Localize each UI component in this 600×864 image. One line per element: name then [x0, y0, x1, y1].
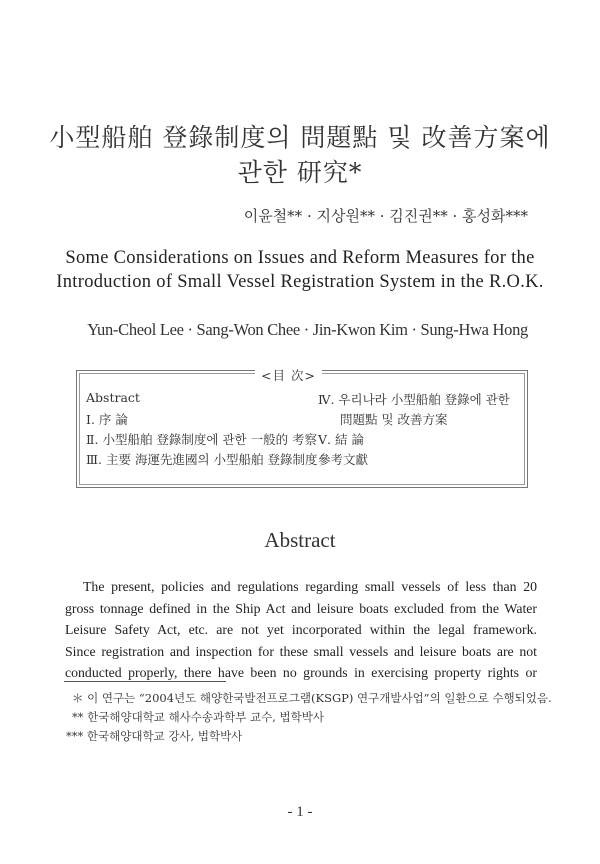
title-line-2: 관한 研究* [237, 158, 363, 187]
title-line-1: 小型船舶 登錄制度의 問題點 및 改善方案에 [49, 123, 551, 152]
abstract-line: Since registration and inspection for these small vessels and leisure boats are not [65, 643, 537, 659]
toc-heading: <目 次> [255, 366, 322, 384]
abstract-heading: Abstract [264, 528, 336, 552]
abstract-line: conducted properly, there have been no grounds in exercising property rights or [65, 665, 537, 681]
table-of-contents-box [76, 370, 528, 488]
toc-item-1: Ⅰ. 序 論 [86, 412, 128, 427]
footnote-3: *** 한국해양대학교 강사, 법학박사 [66, 729, 243, 743]
english-title-line-2: Introduction of Small Vessel Registration System in the R.O.K. [56, 272, 544, 292]
footnote-separator [64, 681, 226, 682]
toc-item-4: Ⅳ. 우리나라 小型船舶 登錄에 관한 [318, 392, 510, 407]
toc-item-abstract: Abstract [86, 390, 140, 405]
korean-authors: 이윤철** · 지상원** · 김진권** · 홍성화*** [243, 207, 528, 225]
abstract-line: The present, policies and regulations regarding small vessels of less than 20 [83, 579, 537, 594]
footnote-1: ＊ 이 연구는 “2004년도 해양한국발전프로그램(KSGP) 연구개발사업”의 일환으로 수행되었음. [72, 691, 552, 705]
english-title-line-1: Some Considerations on Issues and Reform Measures for the [65, 248, 535, 268]
toc-item-2: Ⅱ. 小型船舶 登錄制度에 관한 一般的 考察 [86, 432, 318, 447]
page-number: - 1 - [287, 804, 313, 820]
footnote-2: ** 한국해양대학교 해사수송과학부 교수, 법학박사 [72, 710, 324, 724]
english-authors: Yun-Cheol Lee · Sang-Won Chee · Jin-Kwon Kim · Sung-Hwa Hong [87, 320, 528, 339]
abstract-line: gross tonnage defined in the Ship Act and leisure boats excluded from the Water [65, 600, 537, 616]
abstract-line: Leisure Safety Act, etc. are not yet incorporated within the legal framework. [65, 622, 537, 638]
abstract-body [65, 576, 537, 684]
toc-item-references: 參考文獻 [318, 452, 369, 467]
toc-item-5: Ⅴ. 結 論 [318, 432, 364, 447]
toc-item-3: Ⅲ. 主要 海運先進國의 小型船舶 登錄制度 [86, 452, 318, 467]
toc-item-4-cont: 問題點 및 改善方案 [340, 412, 448, 427]
